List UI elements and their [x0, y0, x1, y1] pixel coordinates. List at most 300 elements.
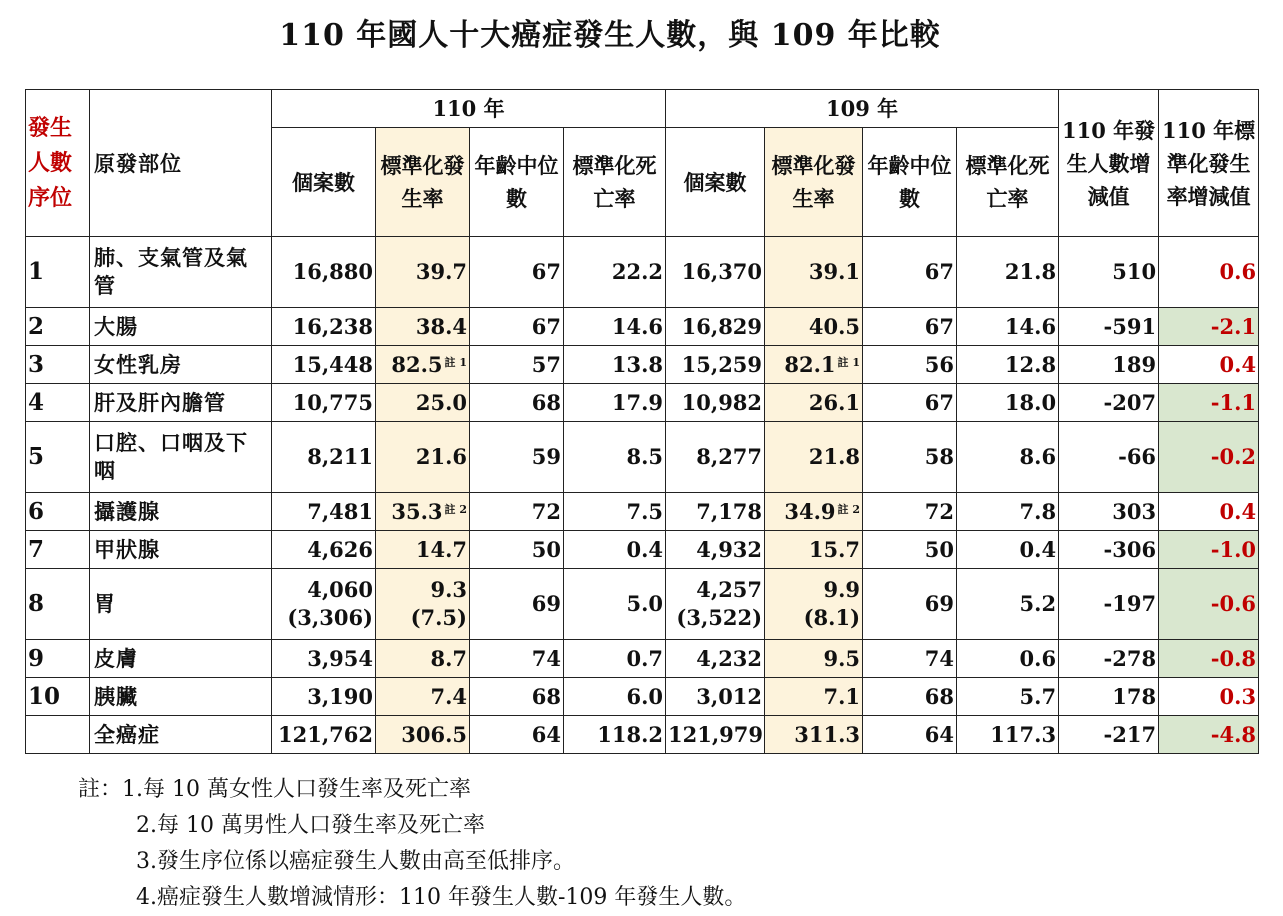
diff-rate-cell-value: -0.8: [1210, 645, 1257, 671]
header-median-109: 年齡中位數: [863, 128, 957, 237]
diff-cases-cell: [1059, 308, 1159, 346]
diff-rate-cell-value: 0.4: [1219, 498, 1257, 524]
rank-cell-value: 8: [28, 590, 45, 617]
cases-cell-value: 7,178: [696, 498, 763, 524]
diff-cases-cell: [1059, 422, 1159, 493]
cases-cell-alt-value: (3,306): [287, 605, 373, 630]
death-rate-cell-value: 7.5: [626, 498, 664, 524]
death-rate-cell-value: 7.8: [1019, 498, 1057, 524]
cases-cell-value: 8,277: [696, 444, 763, 469]
diff-cases-cell-value: -207: [1103, 389, 1157, 415]
site-cell: [90, 422, 272, 493]
rate-cell-value: 311.3: [794, 721, 861, 747]
death-rate-cell: [564, 640, 666, 678]
footnote-marker: 註 2: [444, 502, 467, 516]
rate-cell: [765, 384, 863, 422]
site-cell-value: 胃: [94, 591, 116, 616]
median-age-cell-value: 74: [924, 645, 955, 671]
diff-rate-cell: [1159, 531, 1259, 569]
rate-cell: [765, 422, 863, 493]
rate-cell: [376, 308, 470, 346]
death-rate-cell-value: 13.8: [611, 351, 664, 377]
rate-cell: [376, 640, 470, 678]
median-age-cell: [863, 422, 957, 493]
rank-cell: [26, 716, 90, 754]
diff-rate-cell-value: 0.4: [1219, 351, 1257, 377]
cases-cell: [272, 678, 376, 716]
cases-cell: [272, 716, 376, 754]
rate-cell-value: 35.3: [391, 498, 443, 524]
diff-rate-cell-value: -2.1: [1210, 313, 1257, 339]
median-age-cell-value: 67: [924, 389, 955, 415]
page-title: 110 年國人十大癌症發生人數，與 109 年比較: [279, 18, 941, 53]
site-cell: [90, 237, 272, 308]
death-rate-cell: [564, 493, 666, 531]
header-cases-109: 個案數: [666, 128, 765, 237]
rate-cell-value: 21.8: [808, 444, 861, 469]
cases-cell-value: 16,370: [681, 259, 763, 284]
cases-cell: [666, 346, 765, 384]
cases-cell-value: 16,880: [292, 259, 373, 284]
diff-rate-cell-value: -0.6: [1210, 591, 1257, 616]
header-rate-110: 標準化發生率: [376, 128, 470, 237]
cases-cell: [666, 678, 765, 716]
cases-cell: [666, 640, 765, 678]
rate-cell-value: 9.3: [430, 577, 467, 602]
site-cell-value: 女性乳房: [94, 351, 182, 377]
rate-cell: [765, 531, 863, 569]
rate-cell: [376, 569, 470, 640]
site-cell-value: 肝及肝內膽管: [94, 389, 226, 415]
diff-rate-cell-value: -1.0: [1210, 536, 1257, 562]
death-rate-cell: [957, 346, 1059, 384]
death-rate-cell-value: 5.0: [626, 591, 664, 616]
death-rate-cell-value: 8.6: [1019, 444, 1057, 469]
site-cell-value: 大腸: [94, 313, 138, 339]
site-cell-value: 胰臟: [94, 683, 138, 709]
diff-rate-cell: [1159, 716, 1259, 754]
death-rate-cell-value: 118.2: [597, 721, 664, 747]
death-rate-cell-value: 0.7: [626, 645, 664, 671]
death-rate-cell: [957, 640, 1059, 678]
site-cell: [90, 640, 272, 678]
median-age-cell: [863, 716, 957, 754]
death-rate-cell-value: 22.2: [611, 259, 664, 284]
median-age-cell-value: 67: [531, 259, 561, 284]
rate-cell: [765, 640, 863, 678]
death-rate-cell-value: 8.5: [626, 444, 664, 469]
diff-cases-cell-value: -306: [1103, 536, 1157, 562]
cases-cell: [272, 531, 376, 569]
cases-cell: [666, 493, 765, 531]
rank-cell: [26, 308, 90, 346]
cases-cell-value: 8,211: [307, 444, 373, 469]
rate-cell-value: 82.1: [784, 351, 836, 377]
cases-cell: [666, 422, 765, 493]
rate-cell-alt-value: (7.5): [410, 605, 467, 630]
death-rate-cell: [957, 308, 1059, 346]
rate-cell: [376, 237, 470, 308]
cases-cell-value: 4,932: [696, 536, 763, 562]
rank-cell: [26, 346, 90, 384]
median-age-cell: [863, 678, 957, 716]
median-age-cell: [470, 569, 564, 640]
rate-cell-alt-value: (8.1): [803, 605, 861, 630]
diff-cases-header: 110 年發生人數增減值: [1059, 90, 1159, 237]
diff-cases-cell-value: 303: [1112, 498, 1157, 524]
diff-cases-cell: [1059, 237, 1159, 308]
header-rate-109: 標準化發生率: [765, 128, 863, 237]
death-rate-cell: [957, 384, 1059, 422]
cases-cell-value: 4,060: [307, 577, 373, 602]
rank-cell-value: 9: [28, 644, 45, 672]
rate-cell-value: 9.5: [823, 645, 861, 671]
median-age-cell-value: 58: [924, 444, 955, 469]
diff-cases-cell-value: 178: [1112, 683, 1157, 709]
rank-cell-value: 5: [28, 443, 45, 470]
diff-cases-cell-value: -278: [1103, 645, 1157, 671]
rate-cell-value: 306.5: [401, 721, 467, 747]
diff-rate-header: 110 年標準化發生率增減值: [1159, 90, 1259, 237]
median-age-cell-value: 64: [531, 721, 561, 747]
cases-cell: [272, 346, 376, 384]
death-rate-cell-value: 12.8: [1004, 351, 1057, 377]
cases-cell-value: 121,762: [278, 721, 373, 747]
cases-cell-value: 4,257: [696, 577, 763, 602]
cases-cell: [666, 308, 765, 346]
site-cell: [90, 678, 272, 716]
death-rate-cell-value: 6.0: [626, 683, 664, 709]
median-age-cell-value: 57: [531, 351, 561, 377]
diff-cases-cell-value: -217: [1103, 721, 1157, 747]
diff-rate-cell: [1159, 640, 1259, 678]
death-rate-cell: [957, 716, 1059, 754]
cases-cell-value: 3,954: [307, 645, 373, 671]
rate-cell-value: 7.4: [430, 683, 467, 709]
median-age-cell: [470, 237, 564, 308]
death-rate-cell: [564, 308, 666, 346]
cases-cell: [666, 384, 765, 422]
median-age-cell: [863, 384, 957, 422]
rate-cell-value: 9.9: [823, 577, 861, 602]
death-rate-cell: [957, 531, 1059, 569]
rate-cell: [765, 237, 863, 308]
diff-rate-cell: [1159, 346, 1259, 384]
median-age-cell-value: 67: [924, 313, 955, 339]
site-cell-value: 皮膚: [94, 645, 138, 671]
diff-rate-cell-value: -0.2: [1210, 444, 1257, 469]
median-age-cell: [863, 531, 957, 569]
note-4: 4.癌症發生人數增減情形：110 年發生人數-109 年發生人數。: [136, 885, 747, 910]
site-cell: [90, 493, 272, 531]
year-110-header: 110 年: [272, 90, 666, 128]
median-age-cell-value: 67: [531, 313, 561, 339]
site-cell-value: 全癌症: [94, 721, 160, 747]
table-row: [26, 422, 1259, 493]
diff-cases-cell: [1059, 493, 1159, 531]
footnote-marker: 註 1: [837, 355, 861, 369]
diff-rate-cell: [1159, 569, 1259, 640]
rate-cell-value: 34.9: [784, 498, 836, 524]
rank-cell: [26, 493, 90, 531]
death-rate-cell: [564, 678, 666, 716]
rate-cell-value: 40.5: [808, 313, 861, 339]
cases-cell-value: 16,238: [292, 313, 373, 339]
cases-cell-alt-value: (3,522): [676, 605, 763, 630]
note-2: 2.每 10 萬男性人口發生率及死亡率: [136, 813, 485, 838]
death-rate-cell: [564, 569, 666, 640]
site-cell: [90, 308, 272, 346]
death-rate-cell-value: 14.6: [1004, 313, 1057, 339]
diff-rate-cell-value: 0.3: [1219, 683, 1257, 709]
rate-cell-value: 15.7: [808, 536, 861, 562]
site-cell: [90, 569, 272, 640]
median-age-cell: [470, 422, 564, 493]
cases-cell: [272, 640, 376, 678]
diff-rate-cell-value: -1.1: [1210, 389, 1257, 415]
death-rate-cell: [564, 422, 666, 493]
median-age-cell: [470, 531, 564, 569]
death-rate-cell-value: 0.4: [1019, 536, 1057, 562]
death-rate-cell: [564, 237, 666, 308]
death-rate-cell: [957, 237, 1059, 308]
site-cell: [90, 346, 272, 384]
diff-cases-cell: [1059, 384, 1159, 422]
rank-cell: [26, 531, 90, 569]
diff-cases-cell: [1059, 678, 1159, 716]
cases-cell: [272, 569, 376, 640]
median-age-cell-value: 72: [924, 498, 955, 524]
median-age-cell: [470, 384, 564, 422]
diff-rate-cell: [1159, 384, 1259, 422]
table-row: [26, 493, 1259, 531]
note-1: 1.每 10 萬女性人口發生率及死亡率: [122, 777, 471, 802]
cases-cell: [666, 716, 765, 754]
rank-cell-value: 3: [28, 350, 45, 378]
median-age-cell: [863, 237, 957, 308]
death-rate-cell: [564, 384, 666, 422]
rank-column-header: 發生人數序位: [26, 90, 90, 237]
diff-cases-cell: [1059, 569, 1159, 640]
median-age-cell-value: 68: [924, 683, 955, 709]
death-rate-cell-value: 5.7: [1019, 683, 1057, 709]
footnote-marker: 註 2: [837, 502, 861, 516]
header-median-110: 年齡中位數: [470, 128, 564, 237]
median-age-cell-value: 50: [531, 536, 561, 562]
header-death-110: 標準化死亡率: [564, 128, 666, 237]
rank-cell: [26, 237, 90, 308]
rank-cell: [26, 384, 90, 422]
median-age-cell: [470, 308, 564, 346]
site-cell: [90, 531, 272, 569]
rate-cell-value: 8.7: [430, 645, 467, 671]
diff-cases-cell-value: -66: [1118, 444, 1157, 469]
site-cell-value: 甲狀腺: [94, 536, 160, 562]
header-cases-110: 個案數: [272, 128, 376, 237]
diff-cases-cell: [1059, 531, 1159, 569]
table-row: [26, 308, 1259, 346]
rank-cell: [26, 678, 90, 716]
cases-cell-value: 10,775: [292, 389, 373, 415]
cancer-incidence-table: [25, 89, 1259, 754]
diff-cases-cell-value: -197: [1103, 591, 1157, 616]
table-row: [26, 346, 1259, 384]
median-age-cell: [863, 308, 957, 346]
diff-rate-cell: [1159, 308, 1259, 346]
rank-cell-value: 6: [28, 497, 45, 525]
cases-cell: [272, 308, 376, 346]
table-row: [26, 237, 1259, 308]
rate-cell-value: 39.7: [415, 259, 467, 284]
diff-cases-cell-value: -591: [1103, 313, 1157, 339]
cases-cell: [666, 569, 765, 640]
rank-cell-value: 1: [28, 258, 45, 285]
table-row: [26, 384, 1259, 422]
rank-cell-value: 4: [28, 388, 45, 416]
site-cell-value: 攝護腺: [94, 498, 160, 524]
cases-cell: [272, 422, 376, 493]
death-rate-cell-value: 0.6: [1019, 645, 1057, 671]
rate-cell-value: 21.6: [415, 444, 467, 469]
rate-cell: [765, 678, 863, 716]
rate-cell: [765, 308, 863, 346]
cases-cell-value: 16,829: [681, 313, 763, 339]
median-age-cell-value: 69: [531, 591, 561, 616]
median-age-cell-value: 68: [531, 389, 561, 415]
diff-rate-cell: [1159, 493, 1259, 531]
rank-cell: [26, 422, 90, 493]
rate-cell: [376, 493, 470, 531]
cases-cell-value: 4,232: [696, 645, 763, 671]
rate-cell-value: 39.1: [808, 259, 861, 284]
median-age-cell-value: 72: [531, 498, 561, 524]
cases-cell: [666, 531, 765, 569]
death-rate-cell-value: 117.3: [990, 721, 1057, 747]
median-age-cell: [470, 678, 564, 716]
cases-cell-value: 7,481: [307, 498, 373, 524]
cases-cell-value: 4,626: [307, 536, 373, 562]
median-age-cell-value: 69: [924, 591, 955, 616]
table-row: [26, 531, 1259, 569]
death-rate-cell: [957, 493, 1059, 531]
site-cell-value: 口腔、口咽及下咽: [94, 430, 248, 483]
site-cell: [90, 384, 272, 422]
median-age-cell-value: 50: [924, 536, 955, 562]
median-age-cell-value: 59: [531, 444, 561, 469]
death-rate-cell: [564, 531, 666, 569]
rank-cell: [26, 569, 90, 640]
diff-rate-cell: [1159, 422, 1259, 493]
table-row: [26, 678, 1259, 716]
death-rate-cell-value: 0.4: [626, 536, 664, 562]
rank-cell-value: 7: [28, 535, 45, 563]
median-age-cell: [470, 640, 564, 678]
rate-cell: [376, 422, 470, 493]
cases-cell: [272, 237, 376, 308]
median-age-cell: [863, 569, 957, 640]
median-age-cell: [470, 346, 564, 384]
diff-cases-cell: [1059, 716, 1159, 754]
median-age-cell: [863, 493, 957, 531]
diff-cases-cell-value: 189: [1112, 351, 1157, 377]
rate-cell-value: 7.1: [823, 683, 861, 709]
rate-cell-value: 26.1: [808, 389, 861, 415]
year-109-header: 109 年: [666, 90, 1059, 128]
death-rate-cell-value: 21.8: [1004, 259, 1057, 284]
rate-cell: [376, 384, 470, 422]
diff-rate-cell: [1159, 678, 1259, 716]
footnotes: [78, 772, 746, 916]
median-age-cell: [470, 493, 564, 531]
median-age-cell: [863, 346, 957, 384]
rate-cell: [765, 493, 863, 531]
death-rate-cell: [957, 569, 1059, 640]
death-rate-cell-value: 5.2: [1019, 591, 1057, 616]
site-column-header: 原發部位: [90, 90, 272, 237]
diff-rate-cell-value: 0.6: [1219, 259, 1257, 284]
rank-cell: [26, 640, 90, 678]
death-rate-cell-value: 18.0: [1004, 389, 1057, 415]
cases-cell-value: 15,448: [292, 351, 373, 377]
death-rate-cell: [564, 346, 666, 384]
cases-cell-value: 15,259: [681, 351, 763, 377]
rate-cell-value: 25.0: [415, 389, 467, 415]
diff-rate-cell-value: -4.8: [1210, 721, 1257, 747]
rate-cell: [376, 716, 470, 754]
header-death-109: 標準化死亡率: [957, 128, 1059, 237]
diff-cases-cell: [1059, 640, 1159, 678]
cases-cell: [666, 237, 765, 308]
rate-cell: [376, 346, 470, 384]
death-rate-cell-value: 14.6: [611, 313, 664, 339]
cases-cell-value: 3,012: [696, 683, 763, 709]
site-cell: [90, 716, 272, 754]
death-rate-cell: [957, 422, 1059, 493]
cases-cell-value: 121,979: [668, 721, 764, 747]
death-rate-cell: [564, 716, 666, 754]
notes-label: 註：: [78, 777, 123, 802]
death-rate-cell: [957, 678, 1059, 716]
cases-cell-value: 3,190: [307, 683, 373, 709]
rate-cell-value: 14.7: [415, 536, 467, 562]
median-age-cell-value: 74: [531, 645, 561, 671]
table-row: [26, 716, 1259, 754]
table-row: [26, 569, 1259, 640]
rate-cell: [765, 569, 863, 640]
rank-cell-value: 10: [28, 682, 61, 710]
rate-cell: [376, 531, 470, 569]
cases-cell-value: 10,982: [681, 389, 763, 415]
median-age-cell: [863, 640, 957, 678]
median-age-cell-value: 64: [924, 721, 955, 747]
rate-cell: [765, 716, 863, 754]
median-age-cell-value: 67: [924, 259, 955, 284]
median-age-cell: [470, 716, 564, 754]
cases-cell: [272, 384, 376, 422]
footnote-marker: 註 1: [444, 355, 467, 369]
diff-cases-cell: [1059, 346, 1159, 384]
diff-rate-cell: [1159, 237, 1259, 308]
cases-cell: [272, 493, 376, 531]
death-rate-cell-value: 17.9: [611, 389, 664, 415]
note-3: 3.發生序位係以癌症發生人數由高至低排序。: [136, 849, 575, 874]
rate-cell-value: 82.5: [391, 351, 443, 377]
table-row: [26, 640, 1259, 678]
rate-cell: [765, 346, 863, 384]
median-age-cell-value: 68: [531, 683, 561, 709]
rate-cell-value: 38.4: [415, 313, 467, 339]
median-age-cell-value: 56: [924, 351, 955, 377]
